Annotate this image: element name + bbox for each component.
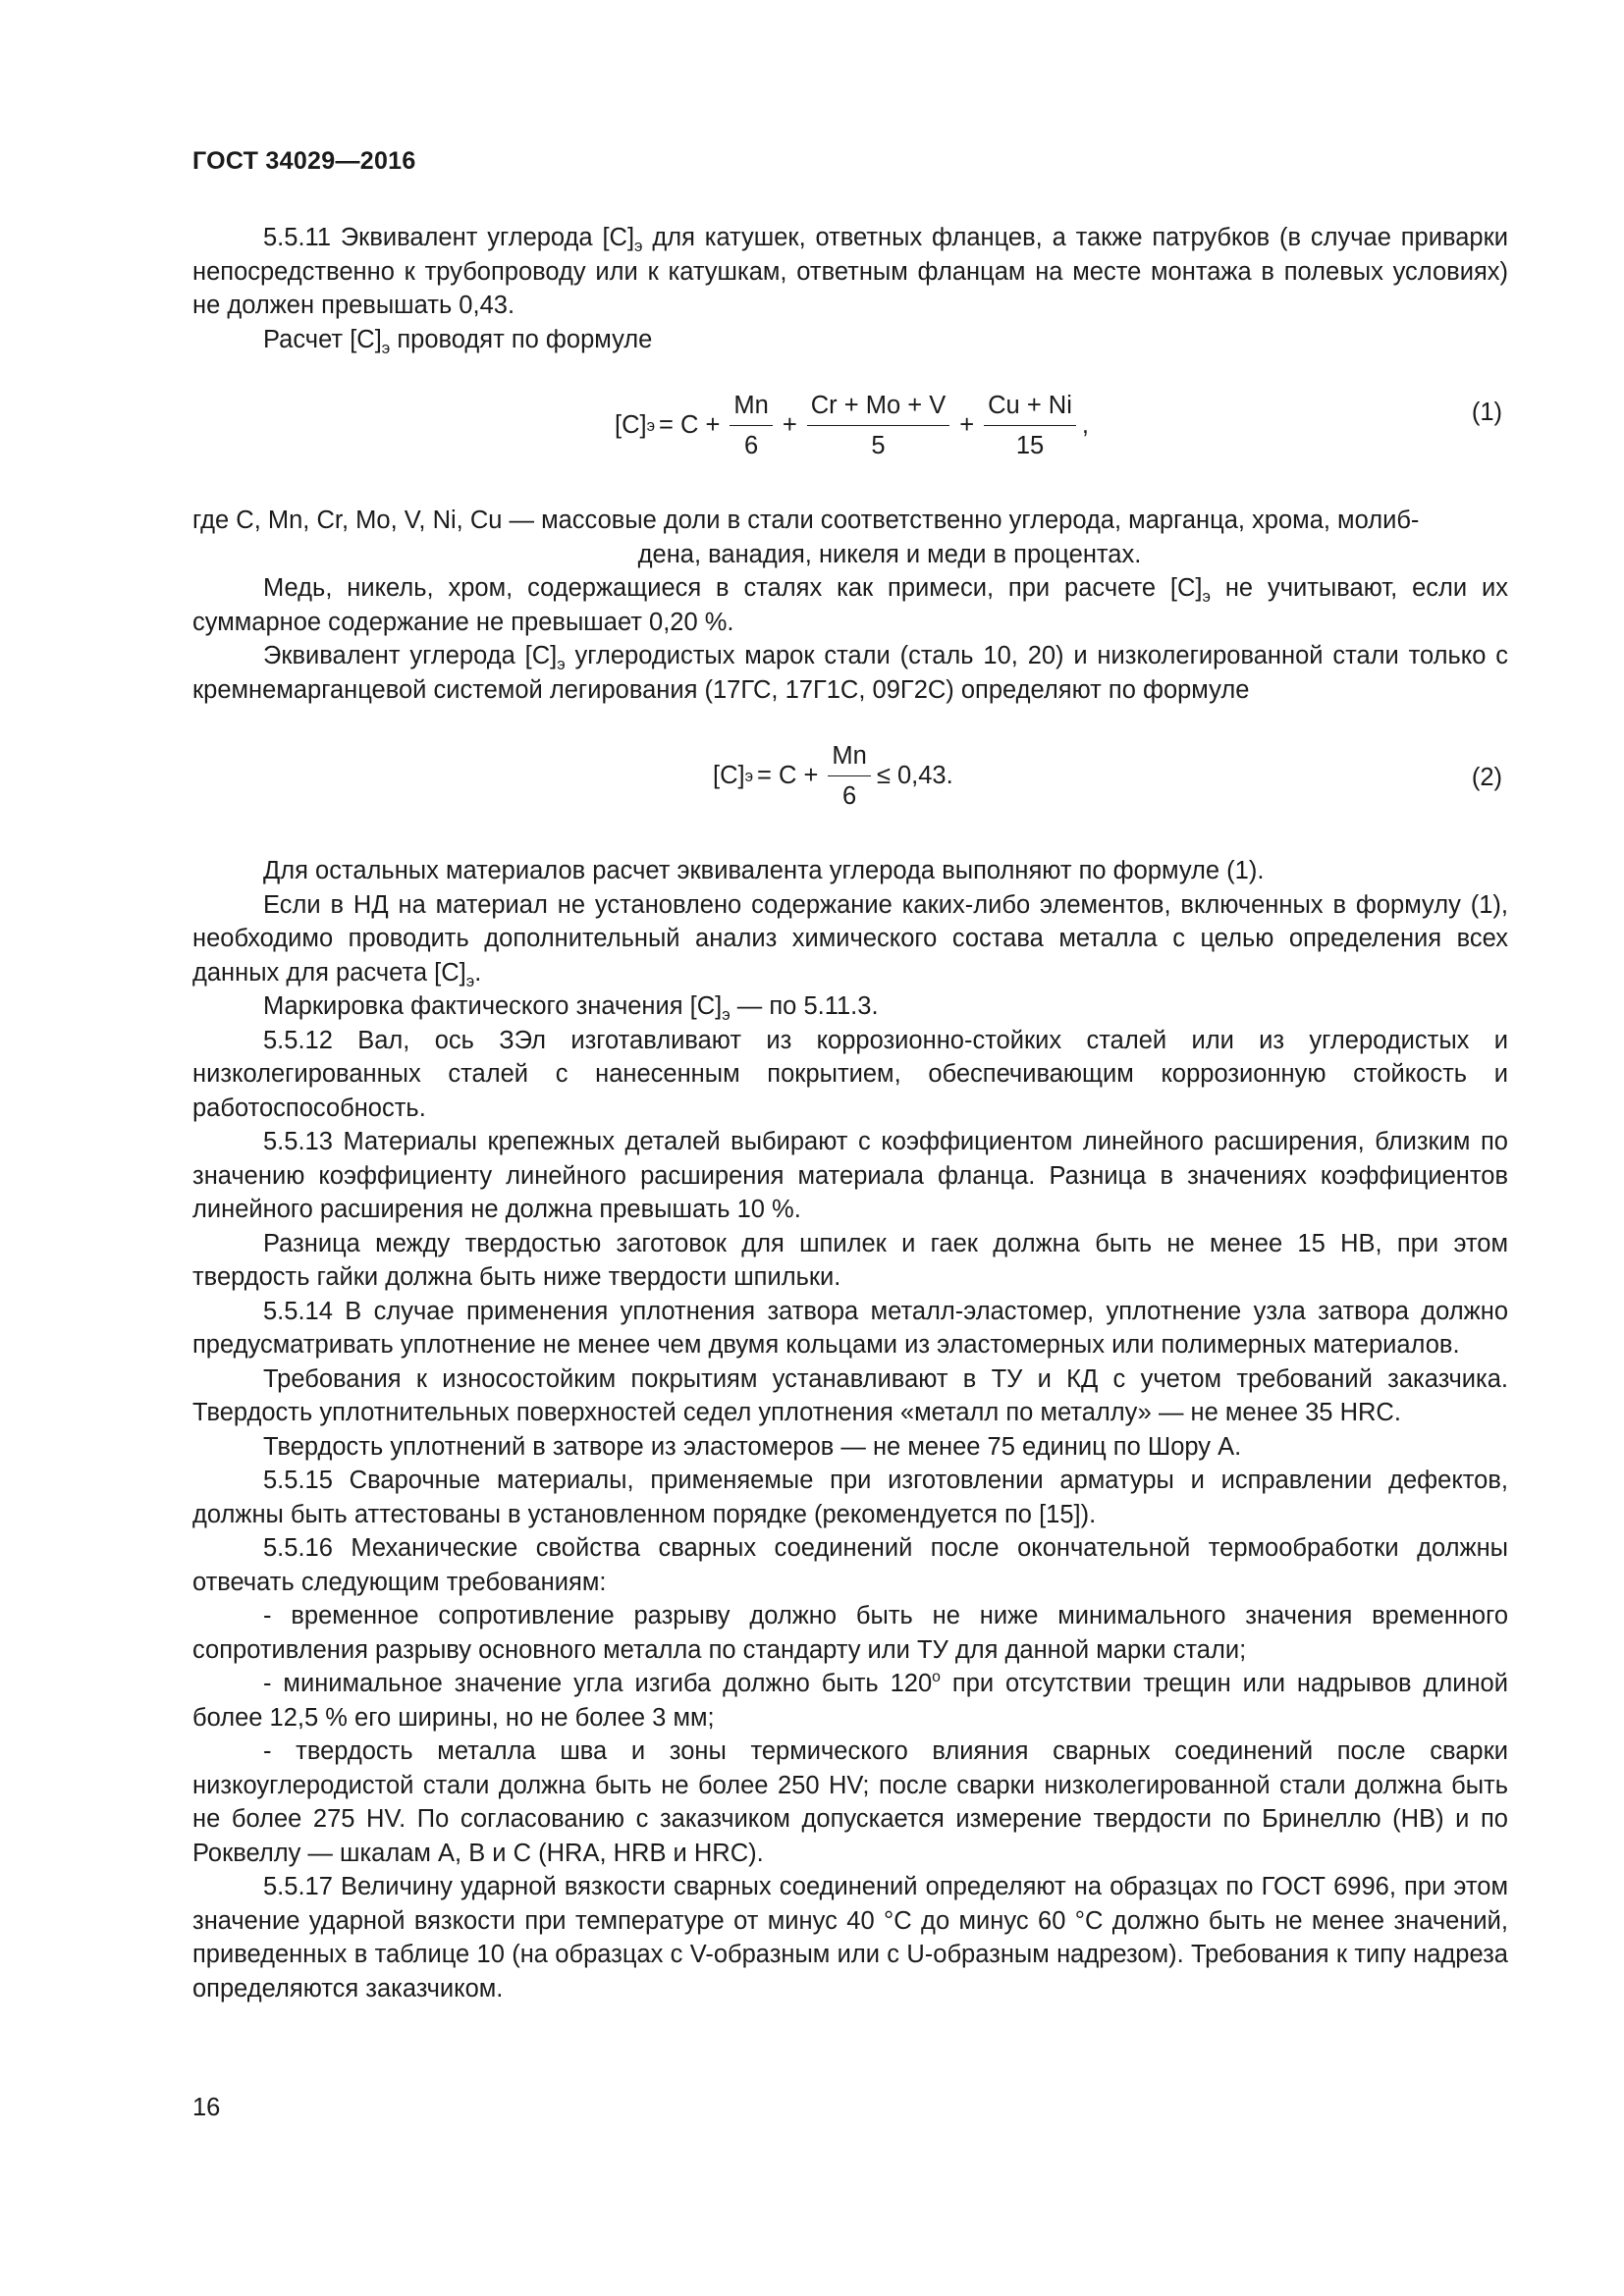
formula-1: [C] э = C + $\frac{Mn}{6}$ + $\frac{Cr + Mo + V}{5}$ + $\frac{Cu + Ni}{15}$ , (1) <box>615 392 1502 459</box>
carbon-equivalent-symbol: $[C]_э$ <box>434 958 475 990</box>
paragraph-nd-analysis: Если в НД на материал не установлено содержание каких-либо элементов, включенных в формулу (1), необходимо проводить дополнительный анализ химического состава металла с целью определения всех данных для расчета $[C]_э$. <box>192 890 1508 990</box>
paragraph-5-5-11: 5.5.11 Эквивалент углерода $[C]_э$ для катушек, ответных фланцев, а также патрубков (в случае приварки непосредственно к трубопроводу или к катушкам, ответным фланцам на месте монтажа в полевых условиях) не должен превышать 0,43. <box>192 224 1509 319</box>
paragraph-5-5-13: 5.5.13 Материалы крепежных деталей выбирают с коэффициентом линейного расширения, близким по значению коэффициенту линейного расширения материала фланца. Разница в значениях коэффициентов линейного расширения не должна превышать 10 %. <box>192 1128 1508 1223</box>
paragraph-coatings: Требования к износостойким покрытиям устанавливают в ТУ и КД с учетом требований заказчика. Твердость уплотнительных поверхностей седел уплотнения «металл по металлу» — не менее 35 HRC. <box>192 1364 1508 1426</box>
list-item-weld-hardness: - твердость металла шва и зоны термического влияния сварных соединений после сварки низкоуглеродистой стали должна быть не более 250 HV; после сварки низколегированной стали должна быть не более 275 HV. По согласованию с заказчиком допускается измерение твердости по Бринеллю (HB) и по Роквеллу — шкалам A, B и C (HRA, HRB и HRC). <box>192 1737 1508 1867</box>
carbon-equivalent-symbol: $[C]_э$ <box>524 642 566 673</box>
paragraph-elastomer-hardness: Твердость уплотнений в затворе из эластомеров — не менее 75 единиц по Шору А. <box>263 1432 1242 1461</box>
paragraph-hardness-difference: Разница между твердостью заготовок для шпилек и гаек должна быть не менее 15 HB, при этом твердость гайки должна быть ниже твердости шпильки. <box>192 1229 1508 1291</box>
paragraph-5-5-12: 5.5.12 Вал, ось ЗЭл изготавливают из коррозионно-стойких сталей или из углеродистых и низколегированных сталей с нанесенным покрытием, обеспечивающим коррозионную стойкость и работоспособность. <box>192 1026 1508 1122</box>
paragraph-impurities: Медь, никель, хром, содержащиеся в сталях как примеси, при расчете $[C]_э$ не учитывают, если их суммарное содержание не превышает 0,20 %. <box>192 574 1508 636</box>
paragraph-other-materials: Для остальных материалов расчет эквивалента углерода выполняют по формуле (1). <box>263 857 1265 884</box>
list-item-tensile: - временное сопротивление разрыву должно быть не ниже минимального значения временного сопротивления разрыву основного металла по стандарту или ТУ для данной марки стали; <box>192 1602 1508 1664</box>
equation-number-2: (2) <box>1471 764 1502 791</box>
page-number: 16 <box>192 2094 221 2121</box>
carbon-equivalent-symbol: $[C]_э$ <box>689 992 731 1024</box>
document-body <box>192 221 1508 2005</box>
equation-number-1: (1) <box>1471 399 1502 426</box>
paragraph-5-5-15: 5.5.15 Сварочные материалы, применяемые при изготовлении арматуры и исправлении дефектов, должны быть аттестованы в установленном порядке (рекомендуется по [15]). <box>192 1467 1508 1528</box>
paragraph-5-5-16: 5.5.16 Механические свойства сварных соединений после окончательной термообработки должны отвечать следующим требованиям: <box>192 1534 1508 1596</box>
carbon-equivalent-symbol: $[C]_э$ <box>350 325 391 357</box>
paragraph-marking: Маркировка фактического значения $[C]_э$ — по 5.11.3. <box>263 992 879 1024</box>
paragraph-carbon-steels: Эквивалент углерода $[C]_э$ углеродистых марок стали (сталь 10, 20) и низколегированной стали только с кремнемарганцевой системой легирования (17ГС, 17Г1С, 09Г2С) определяют по формуле <box>192 642 1508 704</box>
where-clause-continued: дена, ванадия, никеля и меди в процентах. <box>637 540 1142 568</box>
fraction-mn-6: $\frac{Mn}{6}$ <box>828 741 870 811</box>
where-clause: где C, Mn, Cr, Mo, V, Ni, Cu — массовые доли в стали соответственно углерода, марганца, хрома, молиб- <box>192 507 1420 534</box>
fraction-mn: $\frac{Mn}{6}$ <box>730 391 772 460</box>
fraction-cu-ni: $\frac{Cu + Ni}{15}$ <box>984 391 1076 460</box>
paragraph-5-5-14: 5.5.14 В случае применения уплотнения затвора металл-эластомер, уплотнение узла затвора должно предусматривать уплотнение не менее чем двумя кольцами из эластомерных или полимерных материалов. <box>192 1297 1508 1359</box>
list-item-bend-angle: - минимальное значение угла изгиба должно быть $120^о$ при отсутствии трещин или надрывов длиной более 12,5 % его ширины, но не более 3 мм; <box>192 1669 1508 1732</box>
paragraph-5-5-17: 5.5.17 Величину ударной вязкости сварных соединений определяют на образцах по ГОСТ 6996, при этом значение ударной вязкости при температуре от минус 40 °С до минус 60 °С должно быть не менее значений, приведенных в таблице 10 (на образцах с V-образным или с U-образным надрезом). Требования к типу надреза определяются заказчиком. <box>192 1873 1508 2002</box>
formula-2: [C] э = C + $\frac{Mn}{6}$ ≤ 0,43. (2) <box>713 742 1502 810</box>
document-header: ГОСТ 34029—2016 <box>192 147 416 175</box>
fraction-cr-mo-v: $\frac{Cr + Mo + V}{5}$ <box>807 391 949 460</box>
carbon-equivalent-symbol: $[C]_э$ <box>1169 574 1211 606</box>
paragraph-calc-intro: Расчет $[C]_э$ проводят по формуле <box>263 325 653 357</box>
carbon-equivalent-symbol: $[C]_э$ <box>602 224 643 255</box>
